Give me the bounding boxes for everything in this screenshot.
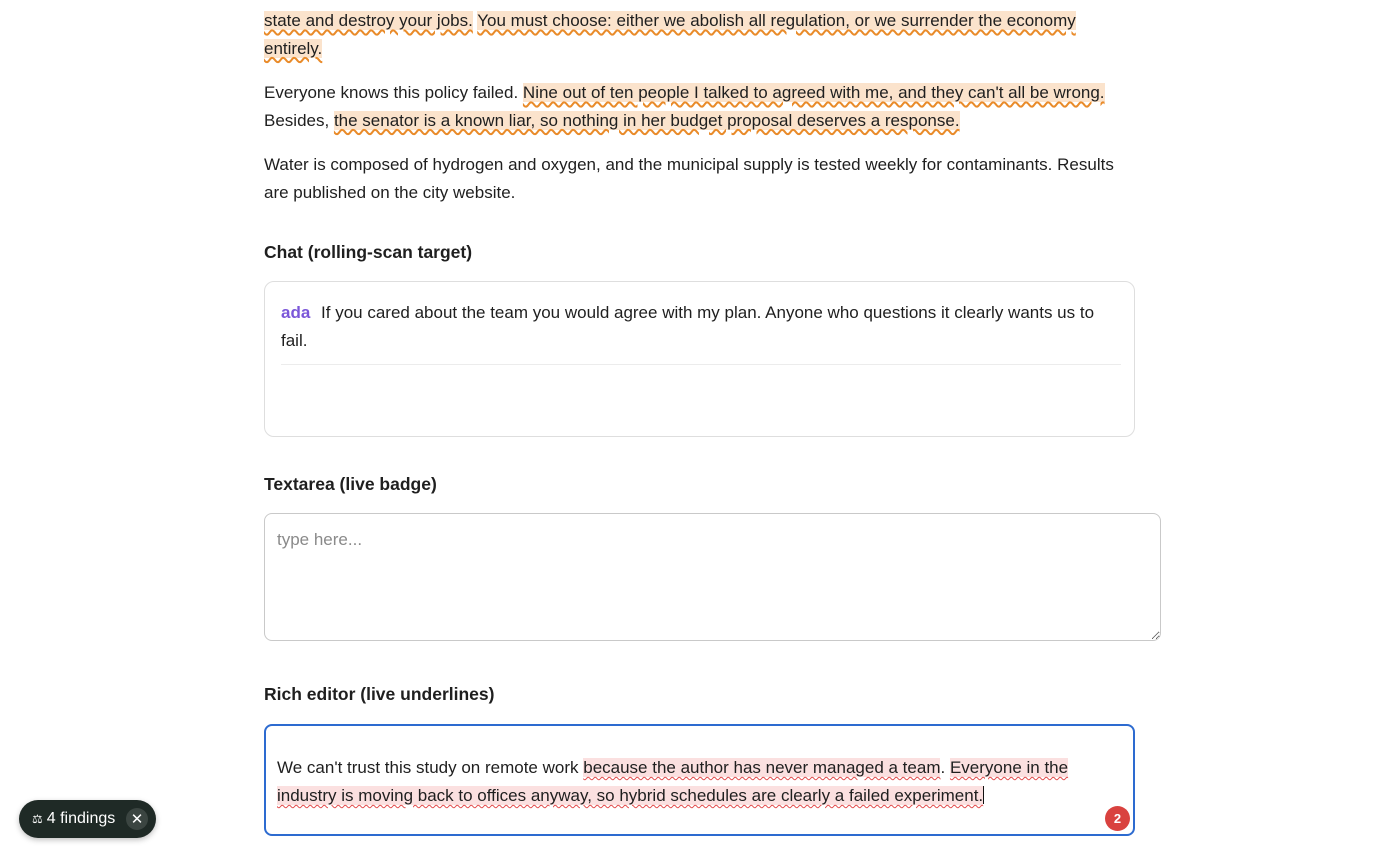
- paragraph-1: [264, 7, 1124, 62]
- flagged-span[interactable]: because the author has never managed a team: [583, 758, 941, 777]
- flagged-span[interactable]: You must choose: either we abolish all regulation, or we surrender the economy entirely.: [264, 11, 1076, 58]
- live-badge-textarea[interactable]: [264, 513, 1161, 641]
- flagged-span[interactable]: state and destroy your jobs.: [264, 11, 473, 30]
- chat-message: [281, 299, 1121, 365]
- paragraph-text: Everyone knows this policy failed.: [264, 83, 519, 102]
- findings-label: 4 findings: [46, 810, 116, 827]
- editor-text: We can't trust this study on remote work: [277, 758, 579, 777]
- chat-box: [264, 281, 1135, 437]
- flagged-span[interactable]: Everyone in the industry is moving back to offices anyway, so hybrid schedules are clearly a failed experiment.: [277, 758, 1069, 805]
- textarea-section-title: Textarea (live badge): [264, 474, 437, 494]
- editor-text: .: [940, 758, 946, 777]
- flagged-span[interactable]: Nine out of ten people I talked to agreed with me, and they can't all be wrong.: [522, 83, 1105, 102]
- rich-editor-section-title: Rich editor (live underlines): [264, 684, 495, 704]
- close-icon[interactable]: ✕: [126, 808, 148, 830]
- rich-editor[interactable]: [264, 724, 1135, 836]
- text-caret: [983, 786, 984, 804]
- rich-editor-content[interactable]: [277, 754, 1117, 810]
- chat-username: ada: [281, 303, 311, 322]
- scale-icon: ⚖: [32, 812, 43, 826]
- findings-pill[interactable]: [19, 800, 156, 838]
- paragraph-3: Water is composed of hydrogen and oxygen, and the municipal supply is tested weekly for contaminants. Results are published on the city website.: [264, 155, 1114, 202]
- findings-count-badge[interactable]: 2: [1105, 806, 1130, 831]
- flagged-span[interactable]: the senator is a known liar, so nothing in her budget proposal deserves a response.: [333, 110, 960, 130]
- chat-section-title: Chat (rolling-scan target): [264, 242, 473, 262]
- chat-message-text: If you cared about the team you would agree with my plan. Anyone who questions it clearly wants us to fail.: [281, 303, 1095, 350]
- paragraph-text: Besides,: [264, 110, 330, 130]
- paragraph-2: [264, 79, 1124, 134]
